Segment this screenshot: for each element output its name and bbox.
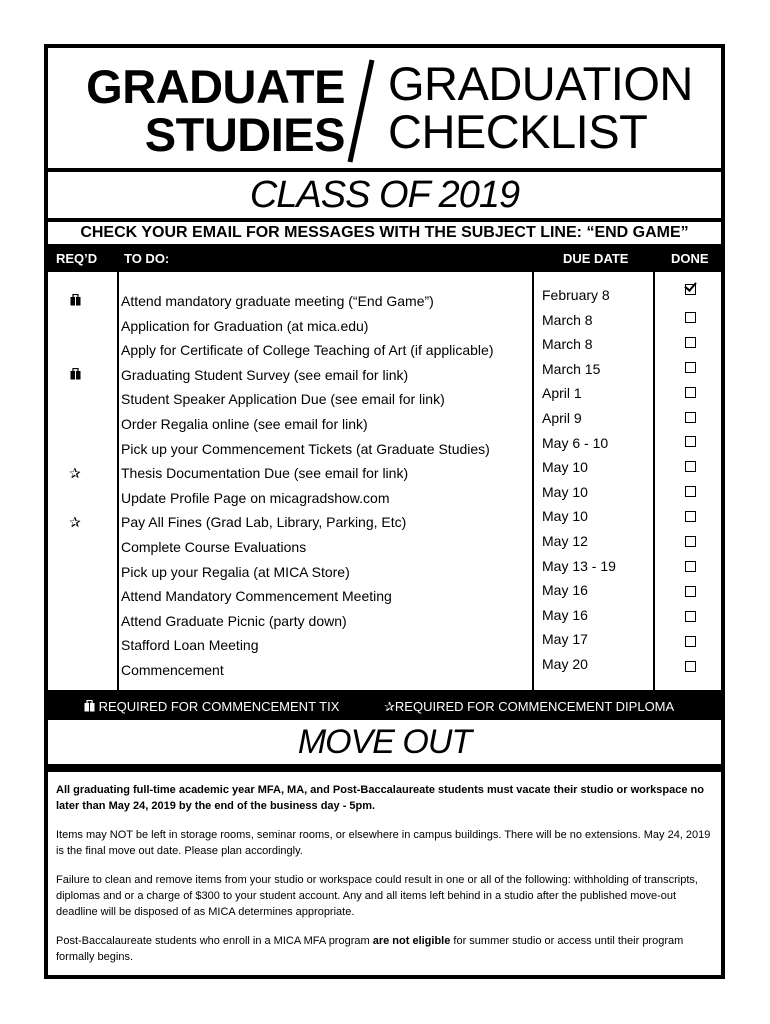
table-row (48, 633, 721, 657)
table-row (48, 584, 721, 608)
p4-part-1: Post-Baccalaureate students who enroll in a MICA MFA program (56, 935, 373, 947)
marker-empty (66, 317, 84, 335)
move-out-paragraph-4 (56, 933, 713, 965)
due-date: May 16 (542, 606, 588, 623)
header (48, 48, 721, 168)
star-icon: ✰ (69, 514, 81, 531)
move-out-paragraph-1: All graduating full-time academic year MFA, MA, and Post-Baccalaureate students must vacate their studio or workspace no later than May 24, 2019 by the end of the business day - 5pm. (56, 784, 704, 812)
due-date: May 12 (542, 533, 588, 549)
marker-empty (66, 341, 84, 359)
marker-empty (66, 440, 84, 458)
marker-empty (66, 489, 84, 507)
table-row (48, 360, 721, 387)
done-checkbox[interactable] (685, 312, 696, 323)
task-label: Attend Mandatory Commencement Meeting (121, 588, 392, 605)
legend-tix (84, 696, 339, 718)
move-out-paragraph-3: Failure to clean and remove items from your studio or workspace could result in one or all of the following: withholding of transcripts, diplomas and or a charge of $300 to your student account. Any and all items left behind in a studio after the published move-out deadline will be disposed of as MICA determines appropriate. (56, 874, 698, 918)
table-row (48, 461, 721, 485)
p4-not-eligible: are not eligible (372, 935, 451, 947)
table-row (48, 338, 721, 362)
column-reqd: REQ’D (56, 251, 98, 266)
done-checkbox[interactable] (685, 561, 696, 572)
legend-tix-label: REQUIRED FOR COMMENCEMENT TIX (98, 699, 340, 714)
done-checkbox[interactable] (685, 461, 696, 472)
done-checkbox[interactable] (685, 611, 696, 622)
done-checkbox[interactable] (685, 362, 696, 373)
table-row (48, 535, 721, 559)
due-date: February 8 (542, 287, 610, 303)
column-due: DUE DATE (563, 251, 629, 266)
move-out-paragraph-2: Items may NOT be left in storage rooms, seminar rooms, or elsewhere in campus buildings. There will be no extensions. May 24, 2019 is the final move out date. Please plan accordingly. (56, 829, 711, 857)
email-notice (48, 222, 721, 244)
done-checkbox[interactable] (685, 284, 696, 295)
class-of-banner (48, 172, 721, 218)
due-date: April 1 (542, 385, 582, 402)
legend-diploma-label: REQUIRED FOR COMMENCEMENT DIPLOMA (394, 699, 675, 714)
title-line-2: CHECKLIST (388, 105, 648, 158)
due-date: April 9 (542, 410, 582, 426)
table-row (48, 434, 721, 461)
logo-line-2: STUDIES (144, 108, 345, 161)
move-out-text (48, 772, 721, 975)
due-date: May 17 (542, 631, 588, 648)
marker-empty (66, 612, 84, 630)
slash-divider (340, 56, 380, 166)
task-label: Commencement (121, 662, 224, 678)
task-label: Student Speaker Application Due (see email for link) (121, 391, 445, 408)
title-line-1: GRADUATION (388, 57, 693, 110)
due-date: May 20 (542, 656, 588, 672)
ticket-icon (66, 292, 84, 310)
ticket-icon (84, 700, 95, 712)
due-date: March 15 (542, 360, 601, 377)
table-row (48, 606, 721, 633)
task-label: Update Profile Page on micagradshow.com (121, 489, 390, 506)
due-date: May 10 (542, 459, 588, 476)
table-row (48, 510, 721, 534)
task-label: Order Regalia online (see email for link) (121, 416, 368, 432)
email-subject: “END GAME” (586, 224, 689, 241)
marker-empty (66, 636, 84, 654)
marker-empty (66, 587, 84, 605)
task-label: Complete Course Evaluations (121, 539, 307, 555)
checklist-table (48, 272, 721, 690)
logo-line-1: GRADUATE (86, 60, 345, 113)
marker-empty (66, 415, 84, 433)
due-date: May 6 - 10 (542, 434, 609, 451)
task-label: Pick up your Commencement Tickets (at Graduate Studies) (121, 440, 490, 457)
table-row (48, 289, 721, 313)
due-date: May 10 (542, 508, 588, 525)
done-checkbox[interactable] (685, 436, 696, 447)
task-label: Stafford Loan Meeting (121, 637, 259, 654)
done-checkbox[interactable] (685, 387, 696, 398)
done-checkbox[interactable] (685, 412, 696, 423)
due-date: May 10 (542, 483, 588, 500)
page-title (388, 57, 693, 158)
done-checkbox[interactable] (685, 661, 696, 672)
p4-part-3: for summer studio or access until their program formally begins. (56, 935, 684, 963)
marker-empty (66, 661, 84, 679)
table-row (48, 483, 721, 510)
graduate-studies-logo (63, 60, 345, 161)
table-row (48, 557, 721, 584)
task-label: Attend mandatory graduate meeting (“End Game”) (121, 293, 434, 309)
task-label: Attend Graduate Picnic (party down) (121, 612, 347, 629)
ticket-icon (66, 366, 84, 384)
column-todo: TO DO: (124, 251, 170, 266)
checklist-frame (44, 44, 725, 979)
table-row (48, 412, 721, 436)
table-row (48, 311, 721, 338)
legend-diploma (384, 696, 674, 718)
star-icon: ✰ (384, 699, 395, 714)
done-checkbox[interactable] (685, 486, 696, 497)
due-date: March 8 (542, 336, 593, 353)
done-checkbox[interactable] (685, 536, 696, 547)
marker-empty (66, 563, 84, 581)
done-checkbox[interactable] (685, 337, 696, 348)
due-date: May 16 (542, 582, 588, 599)
star-icon: ✰ (69, 465, 81, 482)
marker-empty (66, 390, 84, 408)
task-label: Application for Graduation (at mica.edu) (121, 317, 369, 334)
move-out-title: MOVE OUT (297, 723, 472, 761)
move-out-banner (48, 720, 721, 764)
due-date: March 8 (542, 311, 593, 328)
due-date: May 13 - 19 (542, 557, 616, 574)
task-label: Apply for Certificate of College Teaching of Art (if applicable) (121, 342, 494, 359)
table-row (48, 658, 721, 682)
done-checkbox[interactable] (685, 586, 696, 597)
column-done: DONE (671, 251, 709, 266)
done-checkbox[interactable] (685, 636, 696, 647)
task-label: Graduating Student Survey (see email for link) (121, 366, 409, 383)
task-label: Thesis Documentation Due (see email for link) (121, 465, 409, 482)
done-checkbox[interactable] (685, 511, 696, 522)
class-title: CLASS OF 2019 (249, 174, 520, 216)
email-notice-prefix: CHECK YOUR EMAIL FOR MESSAGES WITH THE SUBJECT LINE: (80, 224, 582, 241)
marker-empty (66, 538, 84, 556)
task-label: Pick up your Regalia (at MICA Store) (121, 563, 350, 580)
table-row (48, 387, 721, 411)
task-label: Pay All Fines (Grad Lab, Library, Parking, Etc) (121, 514, 407, 531)
